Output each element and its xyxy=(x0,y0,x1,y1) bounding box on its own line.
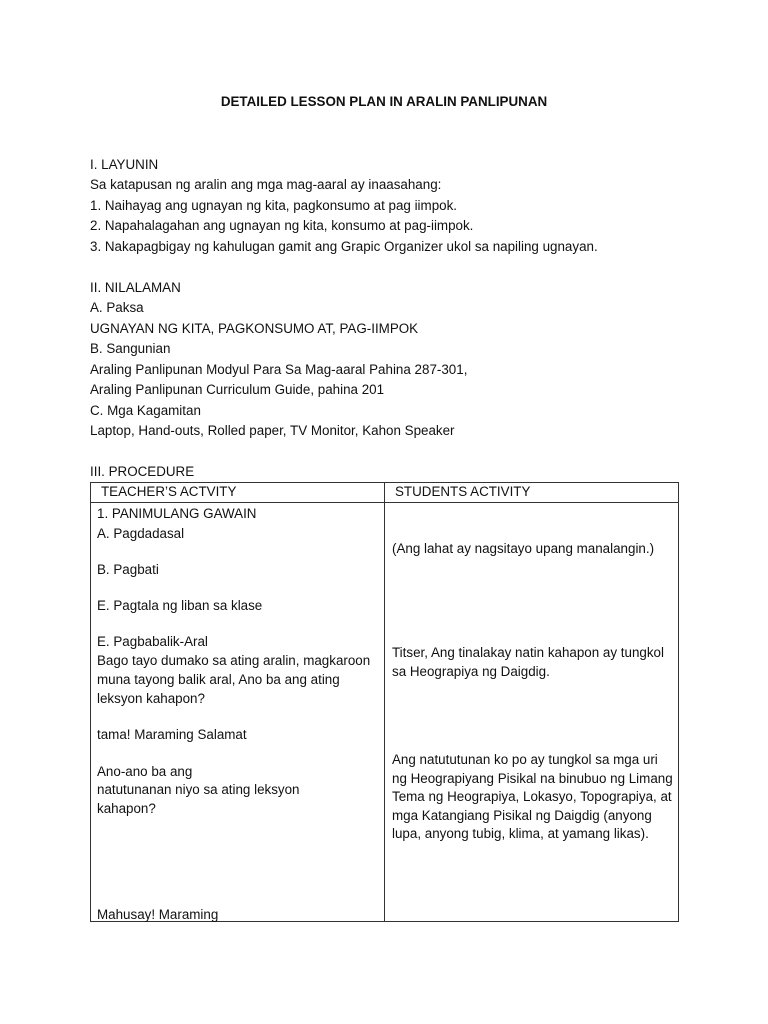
procedure-table xyxy=(90,482,679,922)
teacher-line: B. Pagbati xyxy=(97,562,159,577)
teacher-line: natutunanan niyo sa ating leksyon xyxy=(97,782,300,797)
teacher-activity-header: TEACHER’S ACTVITY xyxy=(101,484,237,499)
section-heading-nilalaman: II. NILALAMAN xyxy=(90,280,181,295)
teacher-line: muna tayong balik aral, Ano ba ang ating xyxy=(97,672,340,687)
teacher-activity-cell xyxy=(91,503,385,922)
table-header-row xyxy=(91,483,679,503)
layunin-item: 3. Nakapagbigay ng kahulugan gamit ang Grapic Organizer ukol sa napiling ugnayan. xyxy=(90,239,598,254)
teacher-line: kahapon? xyxy=(97,801,156,816)
teacher-line: tama! Maraming Salamat xyxy=(97,727,247,742)
sangunian-line: Araling Panlipunan Modyul Para Sa Mag-aaral Pahina 287-301, xyxy=(90,362,468,377)
teacher-line: Bago tayo dumako sa ating aralin, magkaroon xyxy=(97,653,371,668)
students-activity-header: STUDENTS ACTIVITY xyxy=(395,484,531,499)
teacher-line: A. Pagdadasal xyxy=(97,526,185,541)
students-activity-cell xyxy=(385,503,679,922)
teacher-line: E. Pagtala ng liban sa klase xyxy=(97,598,263,613)
layunin-item: 1. Naihayag ang ugnayan ng kita, pagkonsumo at pag iimpok. xyxy=(90,198,458,213)
table-header-cell xyxy=(385,483,679,503)
table-row xyxy=(91,503,679,922)
student-response: (Ang lahat ay nagsitayo upang manalangin.) xyxy=(392,541,655,556)
kagamitan-label: C. Mga Kagamitan xyxy=(90,403,201,418)
student-response: Ang natututunan ko po ay tungkol sa mga uri ng Heograpiyang Pisikal na binubuo ng Limang Tema ng Heograpiya, Lokasyo, Topograpiya, at mga Katangiang Pisikal ng Daigdig (anyong lupa, anyong tubig, klima, at yamang likas). xyxy=(392,752,673,841)
teacher-line: E. Pagbabalik-Aral xyxy=(97,634,208,649)
layunin-intro: Sa katapusan ng aralin ang mga mag-aaral ay inaasahang: xyxy=(90,177,442,192)
page-title: DETAILED LESSON PLAN IN ARALIN PANLIPUNAN xyxy=(220,94,548,109)
teacher-line: 1. PANIMULANG GAWAIN xyxy=(97,506,257,521)
section-heading-layunin: I. LAYUNIN xyxy=(90,157,159,172)
kagamitan-text: Laptop, Hand-outs, Rolled paper, TV Monitor, Kahon Speaker xyxy=(90,423,455,438)
paksa-text: UGNAYAN NG KITA, PAGKONSUMO AT, PAG-IIMPOK xyxy=(90,321,419,336)
teacher-line: leksyon kahapon? xyxy=(97,691,205,706)
section-heading-procedure: III. PROCEDURE xyxy=(90,464,195,479)
paksa-label: A. Paksa xyxy=(90,300,144,315)
sangunian-line: Araling Panlipunan Curriculum Guide, pahina 201 xyxy=(90,382,385,397)
teacher-line: Ano-ano ba ang xyxy=(97,764,193,779)
layunin-item: 2. Napahalagahan ang ugnayan ng kita, konsumo at pag-iimpok. xyxy=(90,218,474,233)
student-response: Titser, Ang tinalakay natin kahapon ay tungkol sa Heograpiya ng Daigdig. xyxy=(392,645,664,679)
table-header-cell xyxy=(91,483,385,503)
sangunian-label: B. Sangunian xyxy=(90,341,171,356)
teacher-line: Mahusay! Maraming xyxy=(97,907,219,922)
